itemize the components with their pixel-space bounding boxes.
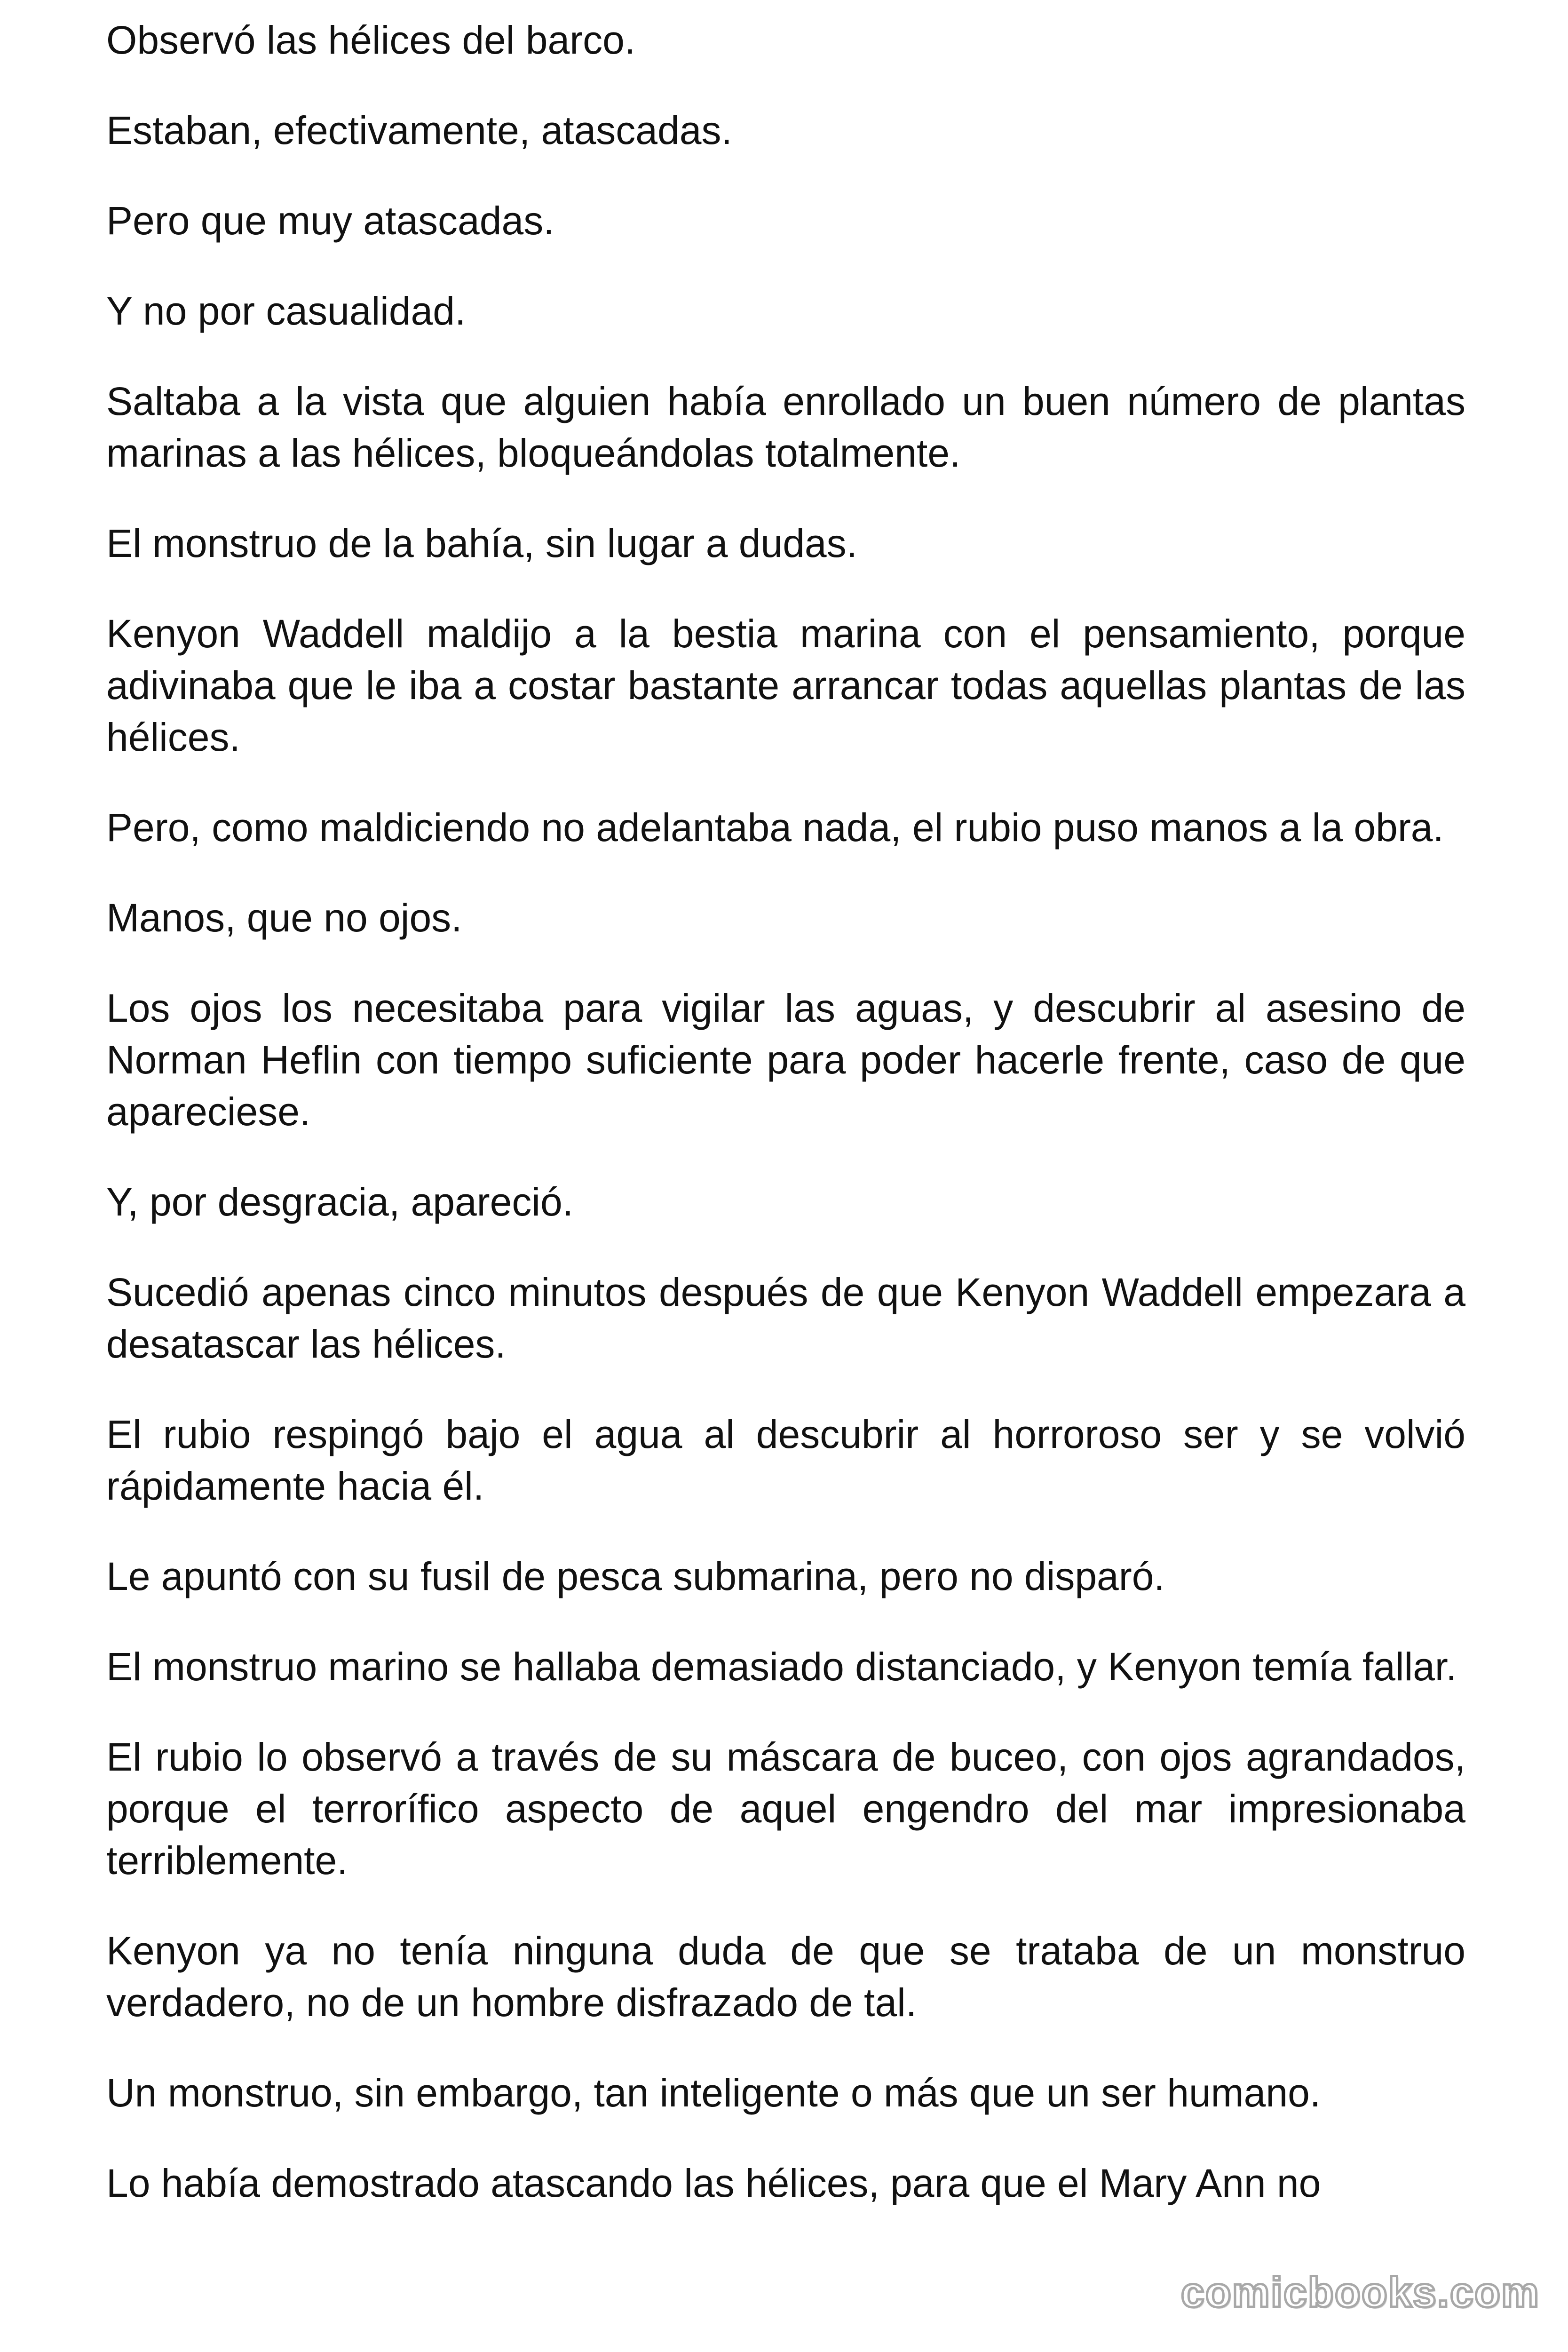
paragraph: Estaban, efectivamente, atascadas. <box>106 108 732 152</box>
watermark-logo: comicbooks.com <box>1180 2269 1540 2316</box>
paragraph: Pero, como maldiciendo no adelantaba nada, el rubio puso manos a la obra. <box>106 805 1444 850</box>
paragraph: Kenyon ya no tenía ninguna duda de que se trataba de un monstruo verdadero, no de un hombre disfrazado de tal. <box>106 1929 1465 2025</box>
paragraph: Los ojos los necesitaba para vigilar las aguas, y descubrir al asesino de Norman Heflin con tiempo suficiente para poder hacerle frente, caso de que apareciese. <box>106 986 1465 1134</box>
paragraph: Lo había demostrado atascando las hélices, para que el Mary Ann no <box>106 2161 1321 2205</box>
paragraph: Un monstruo, sin embargo, tan inteligente o más que un ser humano. <box>106 2071 1321 2115</box>
body-text <box>106 14 1465 2209</box>
paragraph: Manos, que no ojos. <box>106 896 462 940</box>
paragraph: Y, por desgracia, apareció. <box>106 1180 574 1224</box>
paragraph: Saltaba a la vista que alguien había enrollado un buen número de plantas marinas a las hélices, bloqueándolas totalmente. <box>106 379 1465 475</box>
paragraph: Y no por casualidad. <box>106 289 466 333</box>
paragraph: El monstruo marino se hallaba demasiado distanciado, y Kenyon temía fallar. <box>106 1645 1457 1689</box>
paragraph: El rubio lo observó a través de su máscara de buceo, con ojos agrandados, porque el terrorífico aspecto de aquel engendro del mar impresionaba terriblemente. <box>106 1735 1465 1883</box>
paragraph: Observó las hélices del barco. <box>106 18 636 62</box>
paragraph: El rubio respingó bajo el agua al descubrir al horroroso ser y se volvió rápidamente hacia él. <box>106 1412 1465 1508</box>
paragraph: Sucedió apenas cinco minutos después de que Kenyon Waddell empezara a desatascar las hélices. <box>106 1270 1465 1366</box>
paragraph: El monstruo de la bahía, sin lugar a dudas. <box>106 521 857 565</box>
paragraph: Kenyon Waddell maldijo a la bestia marina con el pensamiento, porque adivinaba que le iba a costar bastante arrancar todas aquellas plantas de las hélices. <box>106 612 1465 759</box>
paragraph: Pero que muy atascadas. <box>106 199 554 243</box>
paragraph: Le apuntó con su fusil de pesca submarina, pero no disparó. <box>106 1554 1165 1598</box>
